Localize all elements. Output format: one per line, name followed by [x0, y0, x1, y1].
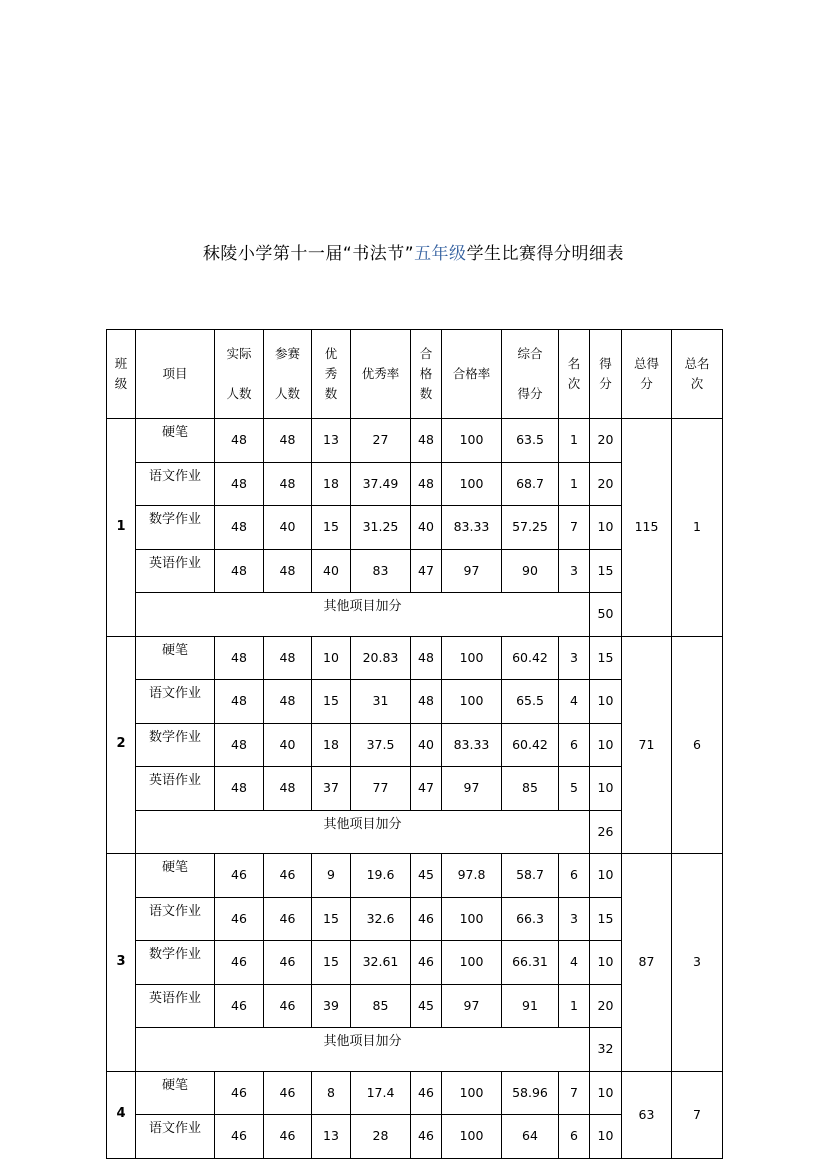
pass-rate-cell: 100: [442, 897, 502, 941]
header-actual: 实际 人数: [215, 330, 264, 419]
participant-count-cell: 48: [264, 419, 312, 463]
composite-score-cell: 60.42: [502, 723, 559, 767]
excellent-rate-cell: 85: [351, 984, 411, 1028]
rank-cell: 6: [559, 854, 590, 898]
actual-count-cell: 46: [215, 941, 264, 985]
header-total-score: 总得 分: [622, 330, 672, 419]
rank-cell: 5: [559, 767, 590, 811]
rank-cell: 4: [559, 680, 590, 724]
pass-count-cell: 47: [411, 767, 442, 811]
header-class: 班 级: [107, 330, 136, 419]
header-pass-rate: 合格率: [442, 330, 502, 419]
pass-count-cell: 40: [411, 723, 442, 767]
actual-count-cell: 46: [215, 1071, 264, 1115]
score-cell: 15: [590, 549, 622, 593]
total-score-cell: 63: [622, 1071, 672, 1158]
actual-count-cell: 48: [215, 506, 264, 550]
total-rank-cell: 6: [672, 636, 723, 854]
excellent-count-cell: 13: [312, 419, 351, 463]
excellent-count-cell: 15: [312, 680, 351, 724]
pass-rate-cell: 100: [442, 680, 502, 724]
total-rank-cell: 3: [672, 854, 723, 1072]
excellent-rate-cell: 20.83: [351, 636, 411, 680]
participant-count-cell: 46: [264, 984, 312, 1028]
header-pass-count: 合 格 数: [411, 330, 442, 419]
excellent-rate-cell: 28: [351, 1115, 411, 1159]
pass-count-cell: 48: [411, 419, 442, 463]
composite-score-cell: 85: [502, 767, 559, 811]
actual-count-cell: 48: [215, 680, 264, 724]
pass-count-cell: 46: [411, 1071, 442, 1115]
excellent-rate-cell: 31: [351, 680, 411, 724]
composite-score-cell: 90: [502, 549, 559, 593]
header-participants: 参赛 人数: [264, 330, 312, 419]
header-excellent-count: 优 秀 数: [312, 330, 351, 419]
excellent-rate-cell: 32.6: [351, 897, 411, 941]
excellent-count-cell: 18: [312, 462, 351, 506]
excellent-rate-cell: 37.5: [351, 723, 411, 767]
item-cell: 硬笔: [136, 636, 215, 680]
actual-count-cell: 48: [215, 462, 264, 506]
total-score-cell: 115: [622, 419, 672, 637]
pass-rate-cell: 100: [442, 462, 502, 506]
score-cell: 20: [590, 462, 622, 506]
score-cell: 10: [590, 680, 622, 724]
table-row: [107, 636, 723, 680]
excellent-rate-cell: 19.6: [351, 854, 411, 898]
item-cell: 语文作业: [136, 897, 215, 941]
class-cell: 3: [107, 854, 136, 1072]
rank-cell: 7: [559, 506, 590, 550]
pass-count-cell: 46: [411, 941, 442, 985]
rank-cell: 6: [559, 1115, 590, 1159]
total-rank-cell: 1: [672, 419, 723, 637]
excellent-count-cell: 15: [312, 506, 351, 550]
bonus-score-cell: 32: [590, 1028, 622, 1072]
excellent-count-cell: 10: [312, 636, 351, 680]
item-cell: 硬笔: [136, 854, 215, 898]
actual-count-cell: 48: [215, 723, 264, 767]
item-cell: 硬笔: [136, 1071, 215, 1115]
bonus-score-cell: 50: [590, 593, 622, 637]
composite-score-cell: 60.42: [502, 636, 559, 680]
item-cell: 语文作业: [136, 462, 215, 506]
score-table: [106, 329, 723, 1159]
actual-count-cell: 46: [215, 984, 264, 1028]
rank-cell: 3: [559, 549, 590, 593]
header-excellent-rate: 优秀率: [351, 330, 411, 419]
item-cell: 硬笔: [136, 419, 215, 463]
excellent-rate-cell: 77: [351, 767, 411, 811]
header-score: 得 分: [590, 330, 622, 419]
pass-rate-cell: 100: [442, 1115, 502, 1159]
bonus-label: 其他项目加分: [136, 810, 590, 854]
excellent-count-cell: 13: [312, 1115, 351, 1159]
excellent-rate-cell: 27: [351, 419, 411, 463]
pass-count-cell: 46: [411, 897, 442, 941]
participant-count-cell: 40: [264, 506, 312, 550]
item-cell: 英语作业: [136, 549, 215, 593]
item-cell: 数学作业: [136, 941, 215, 985]
excellent-count-cell: 18: [312, 723, 351, 767]
excellent-count-cell: 9: [312, 854, 351, 898]
actual-count-cell: 46: [215, 854, 264, 898]
header-item: 项目: [136, 330, 215, 419]
actual-count-cell: 48: [215, 419, 264, 463]
pass-count-cell: 48: [411, 636, 442, 680]
score-cell: 10: [590, 1071, 622, 1115]
score-cell: 10: [590, 854, 622, 898]
pass-rate-cell: 97: [442, 767, 502, 811]
rank-cell: 4: [559, 941, 590, 985]
participant-count-cell: 48: [264, 462, 312, 506]
total-score-cell: 71: [622, 636, 672, 854]
header-row: [107, 330, 723, 419]
class-cell: 4: [107, 1071, 136, 1158]
actual-count-cell: 46: [215, 897, 264, 941]
pass-rate-cell: 83.33: [442, 506, 502, 550]
excellent-count-cell: 15: [312, 941, 351, 985]
excellent-rate-cell: 17.4: [351, 1071, 411, 1115]
header-composite: 综合 得分: [502, 330, 559, 419]
participant-count-cell: 48: [264, 636, 312, 680]
item-cell: 英语作业: [136, 767, 215, 811]
class-cell: 2: [107, 636, 136, 854]
pass-count-cell: 45: [411, 854, 442, 898]
score-cell: 10: [590, 723, 622, 767]
actual-count-cell: 48: [215, 767, 264, 811]
participant-count-cell: 48: [264, 549, 312, 593]
item-cell: 语文作业: [136, 1115, 215, 1159]
composite-score-cell: 63.5: [502, 419, 559, 463]
composite-score-cell: 68.7: [502, 462, 559, 506]
pass-rate-cell: 83.33: [442, 723, 502, 767]
participant-count-cell: 48: [264, 767, 312, 811]
excellent-rate-cell: 31.25: [351, 506, 411, 550]
item-cell: 数学作业: [136, 723, 215, 767]
participant-count-cell: 46: [264, 1115, 312, 1159]
composite-score-cell: 57.25: [502, 506, 559, 550]
table-row: [107, 854, 723, 898]
rank-cell: 3: [559, 897, 590, 941]
table-row: [107, 1071, 723, 1115]
pass-rate-cell: 100: [442, 419, 502, 463]
pass-rate-cell: 97: [442, 549, 502, 593]
excellent-count-cell: 8: [312, 1071, 351, 1115]
score-cell: 10: [590, 1115, 622, 1159]
score-cell: 10: [590, 941, 622, 985]
participant-count-cell: 48: [264, 680, 312, 724]
score-cell: 10: [590, 767, 622, 811]
score-cell: 20: [590, 419, 622, 463]
class-cell: 1: [107, 419, 136, 637]
pass-rate-cell: 100: [442, 941, 502, 985]
composite-score-cell: 91: [502, 984, 559, 1028]
score-cell: 15: [590, 636, 622, 680]
pass-count-cell: 40: [411, 506, 442, 550]
pass-count-cell: 48: [411, 462, 442, 506]
pass-count-cell: 48: [411, 680, 442, 724]
actual-count-cell: 48: [215, 549, 264, 593]
bonus-label: 其他项目加分: [136, 593, 590, 637]
page-title: [0, 239, 827, 264]
participant-count-cell: 46: [264, 897, 312, 941]
composite-score-cell: 65.5: [502, 680, 559, 724]
item-cell: 数学作业: [136, 506, 215, 550]
excellent-count-cell: 40: [312, 549, 351, 593]
actual-count-cell: 48: [215, 636, 264, 680]
composite-score-cell: 66.31: [502, 941, 559, 985]
bonus-score-cell: 26: [590, 810, 622, 854]
excellent-rate-cell: 37.49: [351, 462, 411, 506]
excellent-count-cell: 39: [312, 984, 351, 1028]
item-cell: 语文作业: [136, 680, 215, 724]
pass-rate-cell: 97: [442, 984, 502, 1028]
total-rank-cell: 7: [672, 1071, 723, 1158]
pass-count-cell: 47: [411, 549, 442, 593]
excellent-rate-cell: 32.61: [351, 941, 411, 985]
participant-count-cell: 46: [264, 854, 312, 898]
rank-cell: 6: [559, 723, 590, 767]
excellent-count-cell: 37: [312, 767, 351, 811]
composite-score-cell: 58.96: [502, 1071, 559, 1115]
title-part1: 秣陵小学第十一届“书法节”: [202, 244, 415, 264]
title-part2: 学生比赛得分明细表: [466, 244, 625, 264]
rank-cell: 3: [559, 636, 590, 680]
score-cell: 15: [590, 897, 622, 941]
composite-score-cell: 58.7: [502, 854, 559, 898]
rank-cell: 7: [559, 1071, 590, 1115]
title-highlight: 五年级: [414, 244, 467, 264]
composite-score-cell: 64: [502, 1115, 559, 1159]
rank-cell: 1: [559, 419, 590, 463]
participant-count-cell: 46: [264, 941, 312, 985]
excellent-count-cell: 15: [312, 897, 351, 941]
header-rank: 名 次: [559, 330, 590, 419]
bonus-label: 其他项目加分: [136, 1028, 590, 1072]
total-score-cell: 87: [622, 854, 672, 1072]
table-row: [107, 419, 723, 463]
score-cell: 20: [590, 984, 622, 1028]
participant-count-cell: 46: [264, 1071, 312, 1115]
participant-count-cell: 40: [264, 723, 312, 767]
rank-cell: 1: [559, 462, 590, 506]
composite-score-cell: 66.3: [502, 897, 559, 941]
excellent-rate-cell: 83: [351, 549, 411, 593]
pass-rate-cell: 100: [442, 636, 502, 680]
pass-rate-cell: 100: [442, 1071, 502, 1115]
header-total-rank: 总名 次: [672, 330, 723, 419]
rank-cell: 1: [559, 984, 590, 1028]
actual-count-cell: 46: [215, 1115, 264, 1159]
pass-count-cell: 46: [411, 1115, 442, 1159]
score-cell: 10: [590, 506, 622, 550]
item-cell: 英语作业: [136, 984, 215, 1028]
pass-rate-cell: 97.8: [442, 854, 502, 898]
pass-count-cell: 45: [411, 984, 442, 1028]
